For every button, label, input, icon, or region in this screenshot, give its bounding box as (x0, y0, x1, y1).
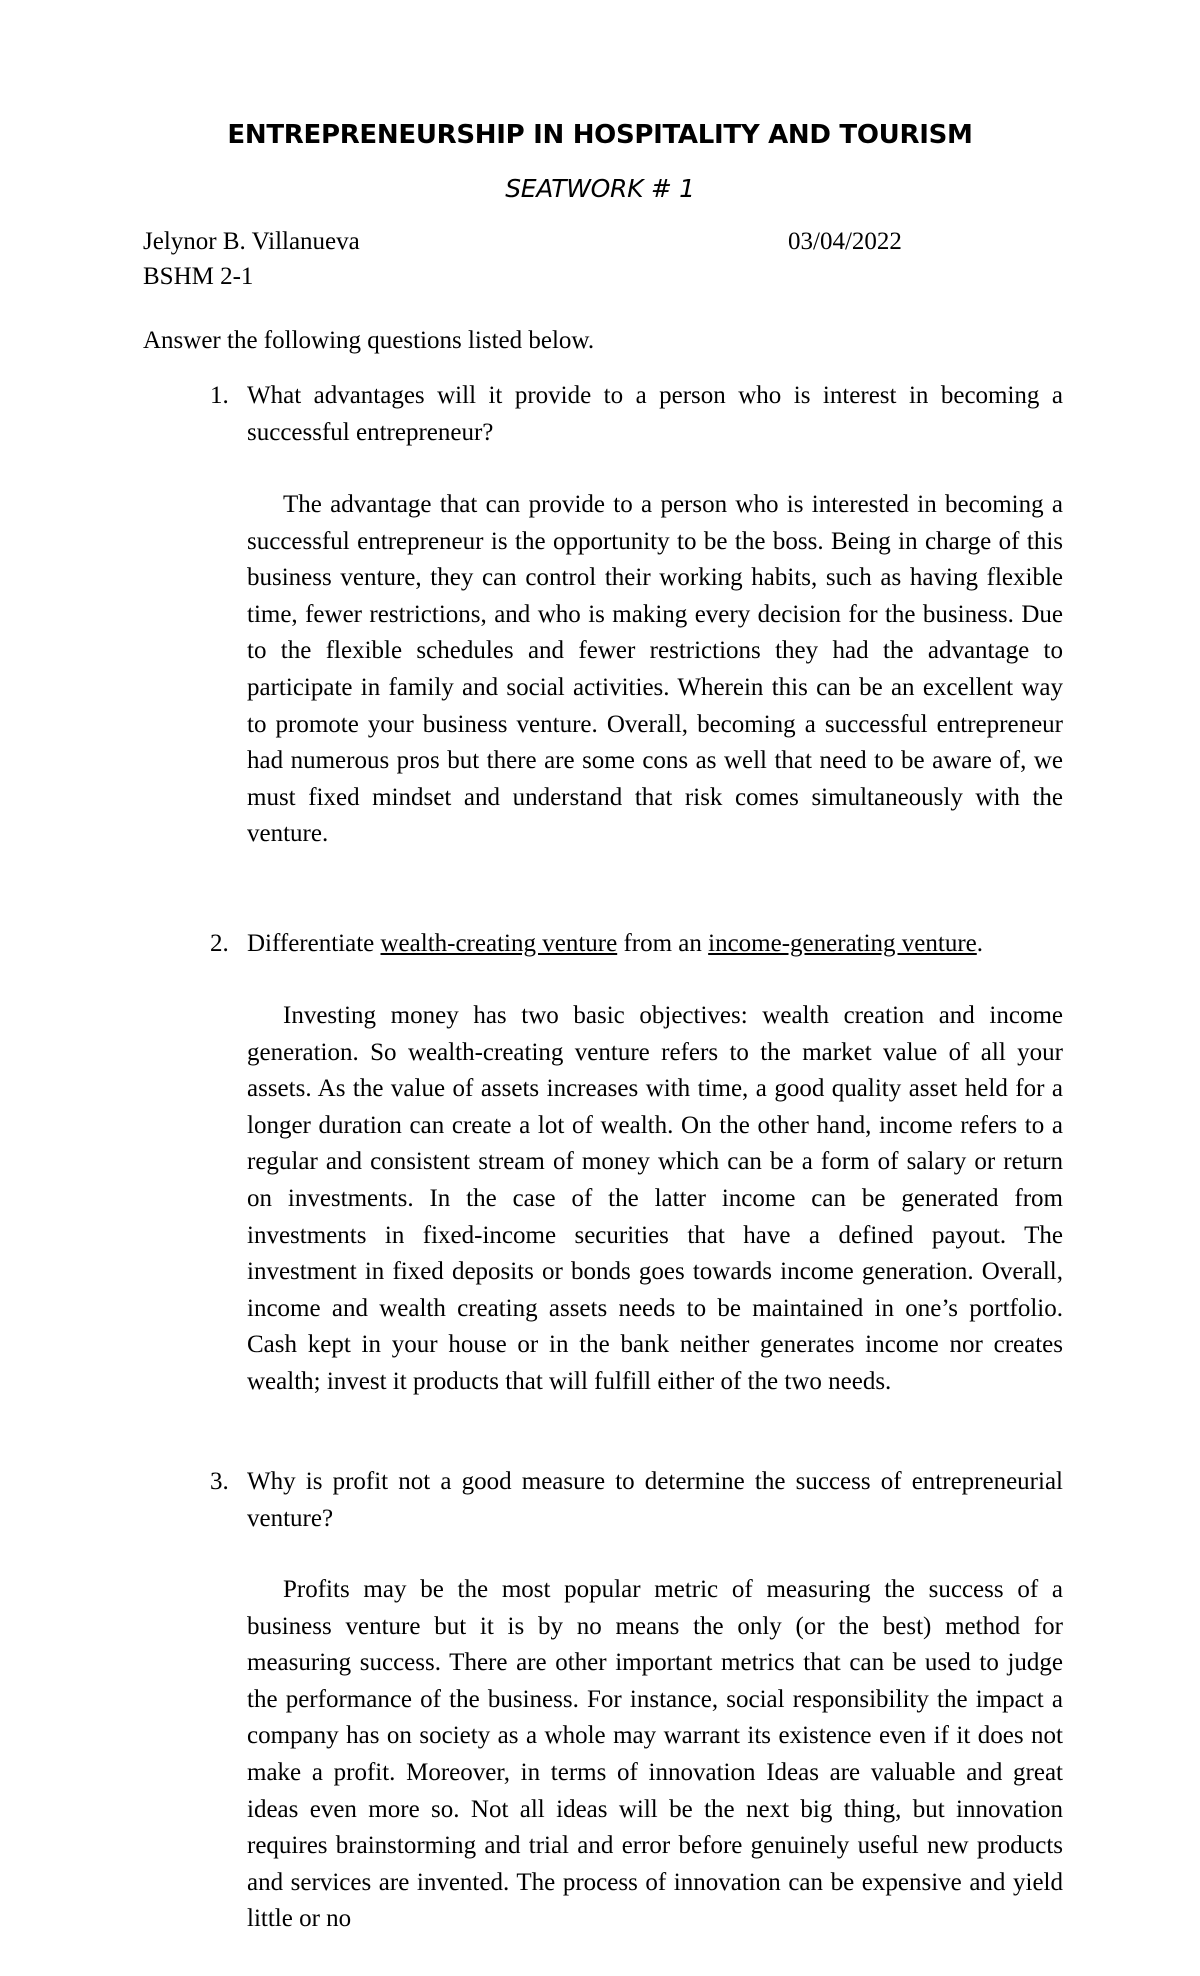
student-section: BSHM 2-1 (143, 263, 254, 290)
student-name: Jelynor B. Villanueva (143, 228, 360, 255)
question-text-before: Differentiate (247, 930, 375, 957)
submission-date: 03/04/2022 (788, 228, 902, 255)
question-number: 1. (210, 382, 229, 409)
question-text-after: . (976, 930, 984, 957)
question-3 (210, 1464, 1063, 1537)
document-subtitle: SEATWORK # 1 (505, 174, 695, 203)
question-number: 2. (210, 930, 229, 957)
document-title: ENTREPRENEURSHIP IN HOSPITALITY AND TOURISM (227, 120, 973, 150)
question-number: 3. (210, 1468, 229, 1495)
answer-2: Investing money has two basic objectives: wealth creation and income generation. So wealth-creating venture refers to the market value of all your assets. As the value of assets increases with time, a good quality asset held for a longer duration can create a lot of wealth. On the other hand, income refers to a regular and consistent stream of money which can be a form of salary or return on investments. In the case of the latter income can be generated from investments in fixed-income securities that have a defined payout. The investment in fixed deposits or bonds goes towards income generation. Overall, income and wealth creating assets needs to be maintained in one’s portfolio. Cash kept in your house or in the bank neither generates income nor creates wealth; invest it products that will fulfill either of the two needs. (247, 1002, 1063, 1395)
answer-3: Profits may be the most popular metric of measuring the success of a business venture but it is by no means the only (or the best) method for measuring success. There are other important metrics that can be used to judge the performance of the business. For instance, social responsibility the impact a company has on society as a whole may warrant its existence even if it does not make a profit. Moreover, in terms of innovation Ideas are valuable and great ideas even more so. Not all ideas will be the next big thing, but innovation requires brainstorming and trial and error before genuinely useful new products and services are invented. The process of innovation can be expensive and yield little or no (247, 1576, 1063, 1933)
question-text: Why is profit not a good measure to determine the success of entrepreneurial venture? (247, 1468, 1063, 1532)
question-text-middle: from an (623, 930, 702, 957)
question-text: What advantages will it provide to a person who is interest in becoming a successful entrepreneur? (247, 382, 1063, 446)
instructions: Answer the following questions listed below. (143, 327, 595, 354)
term-income-generating: income-generating venture (708, 930, 977, 957)
question-2 (210, 926, 1063, 963)
question-text (247, 926, 1063, 963)
term-wealth-creating: wealth-creating venture (380, 930, 618, 957)
question-1 (210, 378, 1063, 451)
answer-1: The advantage that can provide to a person who is interested in becoming a successful entrepreneur is the opportunity to be the boss. Being in charge of this business venture, they can control their working habits, such as having flexible time, fewer restrictions, and who is making every decision for the business. Due to the flexible schedules and fewer restrictions they had the advantage to participate in family and social activities. Wherein this can be an excellent way to promote your business venture. Overall, becoming a successful entrepreneur had numerous pros but there are some cons as well that need to be aware of, we must fixed mindset and understand that risk comes simultaneously with the venture. (247, 491, 1063, 848)
